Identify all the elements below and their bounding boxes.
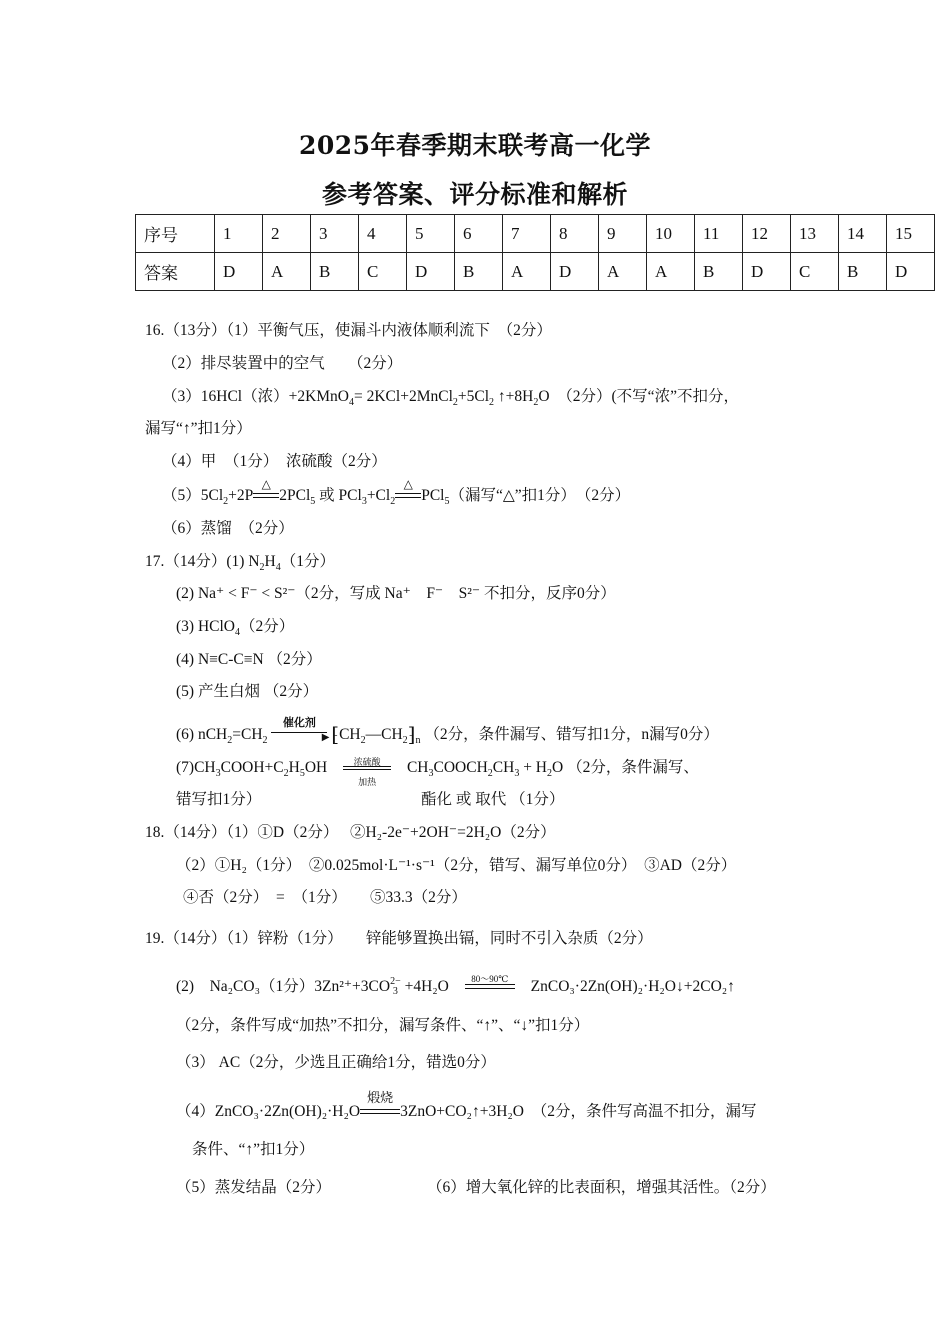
q16-eq-part: ↑+8H <box>494 388 534 405</box>
q17-part: H <box>288 759 300 776</box>
eq-bar <box>360 1109 400 1110</box>
q19-part: 3ZnO+CO₂↑+3H₂O （2分，条件写高温不扣分，漏写 <box>400 1103 757 1120</box>
q17-part: OH <box>304 759 328 776</box>
carbonate-ion: CO <box>368 978 391 995</box>
table-cell-answer: D <box>551 253 599 291</box>
page-subtitle: 参考答案、评分标准和解析 <box>321 180 628 209</box>
q18-line-2: （2）①H₂（1分） ②0.025mol·L⁻¹·s⁻¹（2分，错写、漏写单位0分） ③AD（2分） <box>176 857 737 874</box>
bracket-icon: ⁆ <box>407 724 416 746</box>
q17-part: 17.（14分）(1) N <box>145 553 260 570</box>
q16-eq-part: PCl <box>421 487 445 504</box>
q17-line-2: (2) Na⁺ < F⁻ < S²⁻（2分，写成 Na⁺ F⁻ S²⁻ 不扣分，反序0分） <box>176 585 616 602</box>
carbonate-charge: 2− 3 <box>390 976 401 998</box>
q16-eq-part: （漏写“△”扣1分） （2分） <box>449 487 631 504</box>
q16-eq-part: 或 PCl <box>315 487 362 504</box>
q17-part: COOH+C <box>220 759 284 776</box>
q16-eq-part: +5Cl <box>457 388 490 405</box>
q19-part: （4）ZnCO₃·2Zn(OH)₂·H₂O <box>176 1103 361 1120</box>
q17-part: (3) HClO <box>176 618 235 635</box>
q17-part: CH <box>406 759 429 776</box>
q16-eq-part: +2P <box>228 487 254 504</box>
q19-line-7a: （5）蒸发结晶（2分） <box>176 1179 332 1196</box>
catalyst-label: 催化剂 <box>282 717 316 730</box>
q17-part: COOCH <box>433 759 488 776</box>
heat-symbol: △ <box>403 477 413 492</box>
table-row-numbers <box>136 215 935 253</box>
table-cell-answer: B <box>695 253 743 291</box>
table-cell-answer: C <box>359 253 407 291</box>
bracket-icon: ⁅ <box>331 724 340 746</box>
answer-table <box>135 214 935 291</box>
acid-label: 浓硫酸 <box>353 757 381 768</box>
arrow-head-icon: ▶ <box>321 732 330 744</box>
q17-line-1: 17.（14分）(1) $N_2H_4(1$分） <box>145 553 335 574</box>
table-cell-answer: A <box>263 253 311 291</box>
q17-part: CH <box>339 726 361 743</box>
arrow-line <box>271 732 327 733</box>
heat-label: 加热 <box>358 777 377 788</box>
page-title: 2025年春季期末联考高一化学 <box>298 131 652 160</box>
table-cell-number: 4 <box>359 215 407 253</box>
calcine-label: 煅烧 <box>367 1090 394 1106</box>
table-cell-answer: A <box>647 253 695 291</box>
table-cell-answer: D <box>743 253 791 291</box>
q17-part: （1分） <box>280 553 335 570</box>
table-cell-number: 7 <box>503 215 551 253</box>
table-cell-answer: D <box>887 253 935 291</box>
q16-eq-part: = 2KCl+2MnCl <box>354 388 453 405</box>
temp-condition <box>465 974 515 997</box>
q19-part: (2) Na₂CO₃（1分）3Zn²⁺+3 <box>176 978 369 995</box>
table-cell-answer: B <box>839 253 887 291</box>
q19-line-5 <box>176 1090 757 1122</box>
acid-heat-arrow <box>343 757 391 788</box>
table-cell-number: 2 <box>263 215 311 253</box>
table-cell-number: 13 <box>791 215 839 253</box>
arrow-line <box>343 769 391 770</box>
table-header-number: 序号 <box>136 215 215 253</box>
q17-line-6: (6) $nCH_2=CH_2$ 催化剂 ▶ $⁅CH_2—CH_2⁆_n$ （2分，条件漏写、错写扣1分，n漏写0分） <box>176 725 719 745</box>
table-cell-answer: B <box>455 253 503 291</box>
table-cell-number: 12 <box>743 215 791 253</box>
table-cell-answer: C <box>791 253 839 291</box>
arrow-line <box>343 766 391 767</box>
q17-line-5: (5) 产生白烟 （2分） <box>176 683 319 700</box>
q16-eq-part: O （2分）(不写“浓”不扣分， <box>538 388 739 405</box>
q19-part: ZnCO₃·2Zn(OH)₂·H₂O↓+2CO₂↑ <box>530 978 735 995</box>
temp-label: 80～90℃ <box>471 974 509 985</box>
calcine-condition <box>360 1090 400 1122</box>
table-row-answers <box>136 253 935 291</box>
table-cell-number: 6 <box>455 215 503 253</box>
q17-part: + H <box>519 759 547 776</box>
q19-line-7b: （6）增大氧化锌的比表面积，增强其活性。（2分） <box>427 1179 776 1196</box>
q17-part: CH <box>492 759 515 776</box>
q17-part: O （2分，条件漏写、 <box>552 759 699 776</box>
table-cell-answer: D <box>407 253 455 291</box>
q16-eq-part: （3）16HCl（浓）+2KMnO <box>162 388 349 405</box>
q17-part: (6) nCH <box>176 726 228 743</box>
q18-line-3: ④否（2分） = （1分） ⑤33.3（2分） <box>183 889 467 906</box>
heat-symbol: △ <box>261 477 271 492</box>
q19-line-2 <box>176 974 735 998</box>
table-cell-answer: A <box>599 253 647 291</box>
q17-line-8: 错写扣1分） <box>176 791 262 808</box>
q16-line-2: （2）排尽装置中的空气 （2分） <box>162 355 403 372</box>
polymer-n: n <box>415 735 421 747</box>
q18-line-1: 18.（14分）（1）①D（2分） ②H₂-2e⁻+2OH⁻=2H₂O（2分） <box>145 824 556 841</box>
table-cell-number: 11 <box>695 215 743 253</box>
q16-line-7: （6）蒸馏 （2分） <box>162 520 294 537</box>
q16-eq-part: （5）5Cl <box>162 487 224 504</box>
q17-line-8b: 酯化 或 取代 （1分） <box>421 791 565 808</box>
table-cell-number: 9 <box>599 215 647 253</box>
q19-line-1: 19.（14分）（1）锌粉（1分） 锌能够置换出镉，同时不引入杂质（2分） <box>145 930 653 947</box>
q17-part: —CH <box>365 726 403 743</box>
eq-bar <box>360 1113 400 1114</box>
eq-bar <box>465 984 515 985</box>
q17-line-4: (4) N≡C-C≡N （2分） <box>176 651 322 668</box>
q17-line-7: $(7)CH_3COOH+C_2H_5OH$ 浓硫酸 加热 $CH_3COOCH_2CH_3 + H_2O$ （2分，条件漏写、 <box>176 758 699 778</box>
eq-bar <box>253 493 279 494</box>
q17-part: H <box>264 553 276 570</box>
table-cell-number: 1 <box>215 215 263 253</box>
q16-line-1: 16.（13分）（1）平衡气压，使漏斗内液体顺利流下 （2分） <box>145 322 552 339</box>
q17-part: （2分，条件漏写、错写扣1分，n漏写0分） <box>424 726 719 743</box>
table-cell-number: 10 <box>647 215 695 253</box>
q16-line-4: 漏写“↑”扣1分） <box>145 420 252 437</box>
q19-line-4: （3） AC（2分，少选且正确给1分，错选0分） <box>176 1054 496 1071</box>
q19-line-6: 条件、“↑”扣1分） <box>192 1141 315 1158</box>
table-cell-number: 14 <box>839 215 887 253</box>
catalyst-arrow <box>271 717 330 745</box>
table-cell-number: 3 <box>311 215 359 253</box>
heat-condition <box>395 477 421 506</box>
q17-part: =CH <box>232 726 263 743</box>
eq-bar <box>253 497 279 498</box>
q16-line-5: （4）甲 （1分） 浓硫酸（2分） <box>162 453 387 470</box>
table-cell-number: 8 <box>551 215 599 253</box>
eq-bar <box>395 493 421 494</box>
table-cell-number: 5 <box>407 215 455 253</box>
q16-line-3: （3）16HCl（浓）+2KMnO$_4$= $2KCl+2MnCl_2+5Cl_2$ $↑+8H_2O$ （2分）(不写“浓”不扣分， <box>162 388 739 409</box>
q17-part: （2分） <box>239 618 295 635</box>
table-cell-answer: B <box>311 253 359 291</box>
q16-eq-part: +Cl <box>366 487 391 504</box>
table-header-answer: 答案 <box>136 253 215 291</box>
heat-condition <box>253 477 279 506</box>
table-cell-answer: A <box>503 253 551 291</box>
table-cell-answer: D <box>215 253 263 291</box>
eq-bar <box>395 497 421 498</box>
q19-line-3: （2分，条件写成“加热”不扣分，漏写条件、“↑”、“↓”扣1分） <box>176 1017 590 1034</box>
q16-line-6: $(5)5Cl_2+2P$ △ 2PCl$_5$ 或 $PCl_3+Cl_2$ △ PCl$_5$（漏写“△”扣1分） （2分） <box>162 486 630 506</box>
table-cell-number: 15 <box>887 215 935 253</box>
q17-part: (7)CH <box>176 759 216 776</box>
q16-eq-part: 2PCl <box>279 487 311 504</box>
eq-bar <box>465 988 515 989</box>
q17-line-3: (3) HClO$_4$（2分） <box>176 618 295 639</box>
q19-part: +4H₂O <box>400 978 449 995</box>
